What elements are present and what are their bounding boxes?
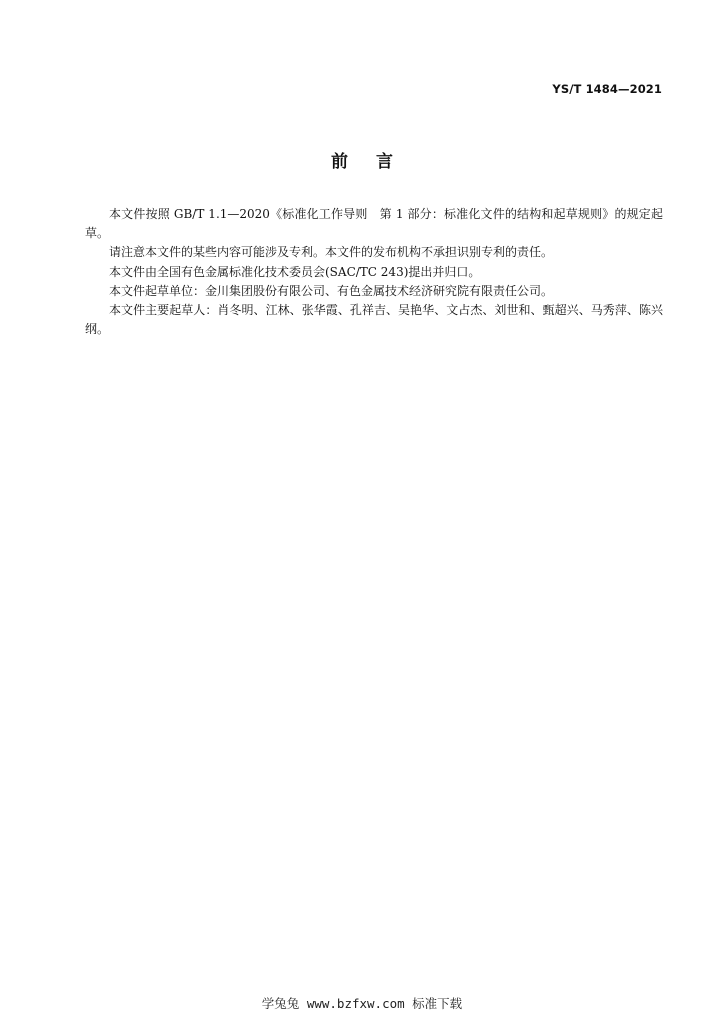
preface-body bbox=[85, 205, 663, 339]
document-code: YS/T 1484—2021 bbox=[552, 82, 662, 96]
paragraph-drafters: 本文件主要起草人：肖冬明、江林、张华霞、孔祥吉、吴艳华、文占杰、刘世和、甄超兴、马秀萍、陈兴纲。 bbox=[85, 303, 663, 337]
page-title: 前言 bbox=[331, 152, 421, 172]
paragraph-drafting-rules: 本文件按照 GB/T 1.1—2020《标准化工作导则 第 1 部分：标准化文件的结构和起草规则》的规定起草。 bbox=[85, 207, 663, 241]
paragraph-proposer: 本文件由全国有色金属标准化技术委员会(SAC/TC 243)提出并归口。 bbox=[109, 264, 481, 279]
footer-watermark: 学兔兔 www.bzfxw.com 标准下载 bbox=[261, 996, 463, 1011]
paragraph-patent-notice: 请注意本文件的某些内容可能涉及专利。本文件的发布机构不承担识别专利的责任。 bbox=[109, 245, 554, 260]
paragraph-drafting-units: 本文件起草单位：金川集团股份有限公司、有色金属技术经济研究院有限责任公司。 bbox=[109, 283, 554, 298]
